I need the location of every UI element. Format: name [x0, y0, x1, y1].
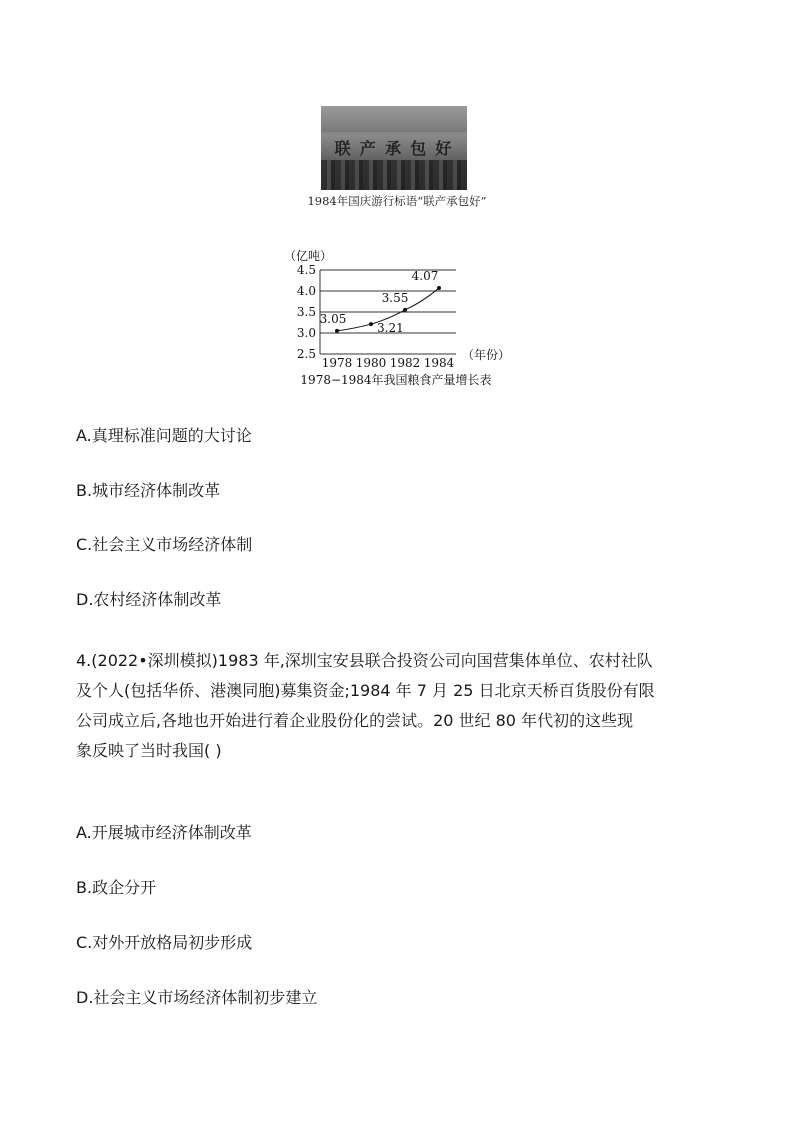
q3-option-c: C.社会主义市场经济体制	[76, 535, 253, 554]
y-tick-label: 4.5	[296, 263, 316, 277]
data-label: 3.55	[381, 290, 409, 305]
q4-option-d: D.社会主义市场经济体制初步建立	[76, 988, 318, 1007]
chart-title: 1978−1984年我国粮食产量增长表	[300, 373, 492, 387]
x-tick-label: 1978	[321, 356, 353, 370]
x-axis-label: （年份）	[462, 348, 511, 362]
y-tick-label: 3.5	[296, 305, 316, 319]
x-tick-label: 1984	[423, 356, 455, 370]
grain-output-chart	[280, 238, 520, 398]
data-label: 3.05	[319, 311, 347, 326]
q4-option-b: B.政企分开	[76, 878, 157, 897]
data-point	[369, 322, 373, 326]
y-tick-label: 3.0	[296, 326, 316, 340]
q4-option-a: A.开展城市经济体制改革	[76, 823, 252, 842]
y-axis-label: （亿吨）	[284, 249, 333, 263]
banner-char: 承	[384, 138, 403, 158]
photo-banner	[331, 136, 457, 158]
q3-option-a: A.真理标准问题的大讨论	[76, 426, 252, 445]
y-tick-label: 2.5	[296, 347, 316, 361]
banner-char: 包	[410, 138, 429, 158]
data-point	[335, 329, 339, 333]
data-label: 3.21	[377, 321, 404, 336]
x-tick-label: 1980	[355, 356, 387, 370]
y-tick-label: 4.0	[296, 284, 316, 298]
banner-char: 好	[435, 138, 454, 158]
q4-stem-line: 公司成立后,各地也开始进行着企业股份化的尝试。20 世纪 80 年代初的这些现	[76, 711, 634, 730]
photo-sky	[321, 106, 467, 132]
q3-option-d: D.农村经济体制改革	[76, 590, 222, 609]
photo-caption: 1984年国庆游行标语“联产承包好”	[307, 194, 487, 208]
q4-stem	[76, 646, 736, 766]
q4-stem-line: 象反映了当时我国( )	[76, 741, 222, 760]
q3-option-b: B.城市经济体制改革	[76, 481, 221, 500]
photo-crowd	[321, 160, 467, 190]
parade-photo	[321, 106, 467, 190]
banner-char: 联	[334, 138, 353, 158]
data-label: 4.07	[411, 269, 439, 284]
q4-stem-line: 4.(2022•深圳模拟)1983 年,深圳宝安县联合投资公司向国营集体单位、农村社队	[76, 651, 653, 670]
chart-svg	[280, 238, 520, 398]
x-tick-label: 1982	[389, 356, 421, 370]
q4-option-c: C.对外开放格局初步形成	[76, 933, 253, 952]
banner-char: 产	[359, 138, 378, 158]
data-point	[437, 286, 441, 290]
data-point	[403, 308, 407, 312]
q4-stem-line: 及个人(包括华侨、港澳同胞)募集资金;1984 年 7 月 25 日北京天桥百货股份有限	[76, 681, 655, 700]
